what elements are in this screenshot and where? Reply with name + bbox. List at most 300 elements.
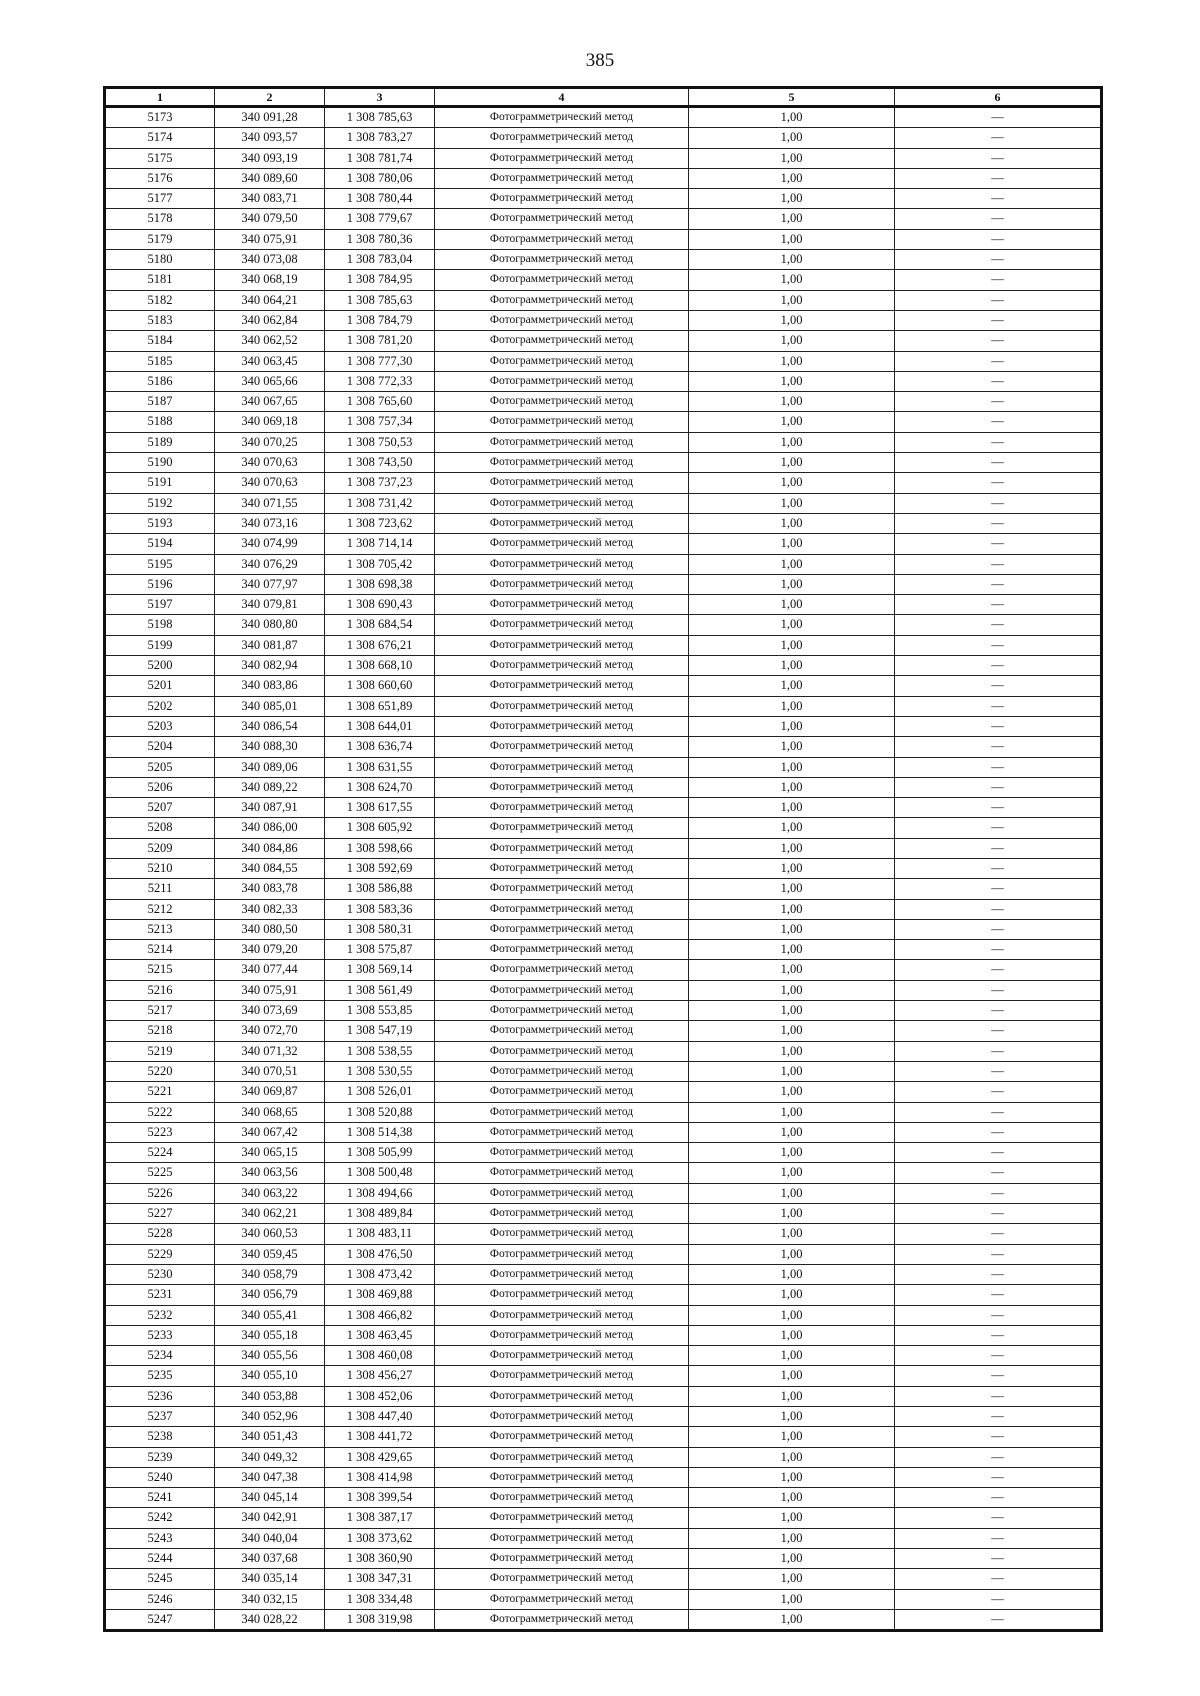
accuracy-cell: 1,00 bbox=[689, 1488, 895, 1508]
method-cell: Фотограмметрический метод bbox=[435, 1508, 689, 1528]
y-coordinate-cell: 1 308 783,27 bbox=[325, 128, 435, 148]
note-cell: — bbox=[895, 229, 1102, 249]
y-coordinate-cell: 1 308 636,74 bbox=[325, 737, 435, 757]
x-coordinate-cell: 340 086,54 bbox=[215, 716, 325, 736]
method-cell: Фотограмметрический метод bbox=[435, 1305, 689, 1325]
accuracy-cell: 1,00 bbox=[689, 1204, 895, 1224]
point-number-cell: 5214 bbox=[105, 940, 215, 960]
accuracy-cell: 1,00 bbox=[689, 676, 895, 696]
method-cell: Фотограмметрический метод bbox=[435, 209, 689, 229]
y-coordinate-cell: 1 308 530,55 bbox=[325, 1061, 435, 1081]
method-cell: Фотограмметрический метод bbox=[435, 534, 689, 554]
table-row bbox=[105, 1609, 1102, 1630]
note-cell: — bbox=[895, 1041, 1102, 1061]
point-number-cell: 5234 bbox=[105, 1346, 215, 1366]
accuracy-cell: 1,00 bbox=[689, 453, 895, 473]
accuracy-cell: 1,00 bbox=[689, 493, 895, 513]
note-cell: — bbox=[895, 757, 1102, 777]
table-row bbox=[105, 940, 1102, 960]
table-row bbox=[105, 534, 1102, 554]
method-cell: Фотограмметрический метод bbox=[435, 168, 689, 188]
accuracy-cell: 1,00 bbox=[689, 1082, 895, 1102]
table-row bbox=[105, 635, 1102, 655]
x-coordinate-cell: 340 042,91 bbox=[215, 1508, 325, 1528]
note-cell: — bbox=[895, 1407, 1102, 1427]
table-row bbox=[105, 1467, 1102, 1487]
accuracy-cell: 1,00 bbox=[689, 1528, 895, 1548]
note-cell: — bbox=[895, 513, 1102, 533]
point-number-cell: 5179 bbox=[105, 229, 215, 249]
point-number-cell: 5195 bbox=[105, 554, 215, 574]
method-cell: Фотограмметрический метод bbox=[435, 1427, 689, 1447]
method-cell: Фотограмметрический метод bbox=[435, 107, 689, 128]
accuracy-cell: 1,00 bbox=[689, 1366, 895, 1386]
method-cell: Фотограмметрический метод bbox=[435, 1082, 689, 1102]
method-cell: Фотограмметрический метод bbox=[435, 635, 689, 655]
x-coordinate-cell: 340 087,91 bbox=[215, 798, 325, 818]
note-cell: — bbox=[895, 656, 1102, 676]
point-number-cell: 5226 bbox=[105, 1183, 215, 1203]
x-coordinate-cell: 340 070,63 bbox=[215, 473, 325, 493]
note-cell: — bbox=[895, 1569, 1102, 1589]
method-cell: Фотограмметрический метод bbox=[435, 980, 689, 1000]
point-number-cell: 5225 bbox=[105, 1163, 215, 1183]
accuracy-cell: 1,00 bbox=[689, 635, 895, 655]
note-cell: — bbox=[895, 798, 1102, 818]
x-coordinate-cell: 340 072,70 bbox=[215, 1021, 325, 1041]
note-cell: — bbox=[895, 960, 1102, 980]
point-number-cell: 5241 bbox=[105, 1488, 215, 1508]
x-coordinate-cell: 340 068,19 bbox=[215, 270, 325, 290]
point-number-cell: 5244 bbox=[105, 1549, 215, 1569]
method-cell: Фотограмметрический метод bbox=[435, 595, 689, 615]
y-coordinate-cell: 1 308 575,87 bbox=[325, 940, 435, 960]
y-coordinate-cell: 1 308 780,36 bbox=[325, 229, 435, 249]
x-coordinate-cell: 340 082,33 bbox=[215, 899, 325, 919]
note-cell: — bbox=[895, 453, 1102, 473]
accuracy-cell: 1,00 bbox=[689, 432, 895, 452]
method-cell: Фотограмметрический метод bbox=[435, 310, 689, 330]
note-cell: — bbox=[895, 554, 1102, 574]
y-coordinate-cell: 1 308 698,38 bbox=[325, 574, 435, 594]
point-number-cell: 5202 bbox=[105, 696, 215, 716]
x-coordinate-cell: 340 063,56 bbox=[215, 1163, 325, 1183]
y-coordinate-cell: 1 308 781,74 bbox=[325, 148, 435, 168]
y-coordinate-cell: 1 308 624,70 bbox=[325, 777, 435, 797]
note-cell: — bbox=[895, 838, 1102, 858]
x-coordinate-cell: 340 068,65 bbox=[215, 1102, 325, 1122]
accuracy-cell: 1,00 bbox=[689, 473, 895, 493]
method-cell: Фотограмметрический метод bbox=[435, 371, 689, 391]
x-coordinate-cell: 340 079,20 bbox=[215, 940, 325, 960]
table-row bbox=[105, 838, 1102, 858]
note-cell: — bbox=[895, 1285, 1102, 1305]
table-row bbox=[105, 331, 1102, 351]
point-number-cell: 5183 bbox=[105, 310, 215, 330]
table-row bbox=[105, 513, 1102, 533]
point-number-cell: 5235 bbox=[105, 1366, 215, 1386]
point-number-cell: 5238 bbox=[105, 1427, 215, 1447]
method-cell: Фотограмметрический метод bbox=[435, 777, 689, 797]
table-row bbox=[105, 1163, 1102, 1183]
y-coordinate-cell: 1 308 494,66 bbox=[325, 1183, 435, 1203]
table-row bbox=[105, 1082, 1102, 1102]
note-cell: — bbox=[895, 940, 1102, 960]
accuracy-cell: 1,00 bbox=[689, 798, 895, 818]
table-row bbox=[105, 1366, 1102, 1386]
accuracy-cell: 1,00 bbox=[689, 1447, 895, 1467]
x-coordinate-cell: 340 037,68 bbox=[215, 1549, 325, 1569]
method-cell: Фотограмметрический метод bbox=[435, 1386, 689, 1406]
table-row bbox=[105, 960, 1102, 980]
point-number-cell: 5236 bbox=[105, 1386, 215, 1406]
accuracy-cell: 1,00 bbox=[689, 960, 895, 980]
point-number-cell: 5243 bbox=[105, 1528, 215, 1548]
table-row bbox=[105, 1508, 1102, 1528]
point-number-cell: 5209 bbox=[105, 838, 215, 858]
y-coordinate-cell: 1 308 452,06 bbox=[325, 1386, 435, 1406]
x-coordinate-cell: 340 063,45 bbox=[215, 351, 325, 371]
method-cell: Фотограмметрический метод bbox=[435, 716, 689, 736]
point-number-cell: 5204 bbox=[105, 737, 215, 757]
x-coordinate-cell: 340 089,60 bbox=[215, 168, 325, 188]
point-number-cell: 5221 bbox=[105, 1082, 215, 1102]
table-row bbox=[105, 189, 1102, 209]
table-row bbox=[105, 1264, 1102, 1284]
column-header-6: 6 bbox=[895, 88, 1102, 107]
accuracy-cell: 1,00 bbox=[689, 1549, 895, 1569]
accuracy-cell: 1,00 bbox=[689, 737, 895, 757]
x-coordinate-cell: 340 080,50 bbox=[215, 919, 325, 939]
method-cell: Фотограмметрический метод bbox=[435, 1041, 689, 1061]
method-cell: Фотограмметрический метод bbox=[435, 250, 689, 270]
point-number-cell: 5247 bbox=[105, 1609, 215, 1630]
method-cell: Фотограмметрический метод bbox=[435, 1244, 689, 1264]
table-row bbox=[105, 980, 1102, 1000]
point-number-cell: 5199 bbox=[105, 635, 215, 655]
accuracy-cell: 1,00 bbox=[689, 696, 895, 716]
x-coordinate-cell: 340 032,15 bbox=[215, 1589, 325, 1609]
accuracy-cell: 1,00 bbox=[689, 1041, 895, 1061]
point-number-cell: 5205 bbox=[105, 757, 215, 777]
point-number-cell: 5210 bbox=[105, 858, 215, 878]
note-cell: — bbox=[895, 209, 1102, 229]
x-coordinate-cell: 340 070,63 bbox=[215, 453, 325, 473]
x-coordinate-cell: 340 077,97 bbox=[215, 574, 325, 594]
method-cell: Фотограмметрический метод bbox=[435, 1224, 689, 1244]
x-coordinate-cell: 340 047,38 bbox=[215, 1467, 325, 1487]
point-number-cell: 5178 bbox=[105, 209, 215, 229]
x-coordinate-cell: 340 045,14 bbox=[215, 1488, 325, 1508]
y-coordinate-cell: 1 308 785,63 bbox=[325, 290, 435, 310]
x-coordinate-cell: 340 073,69 bbox=[215, 1001, 325, 1021]
table-row bbox=[105, 1224, 1102, 1244]
accuracy-cell: 1,00 bbox=[689, 1163, 895, 1183]
point-number-cell: 5216 bbox=[105, 980, 215, 1000]
x-coordinate-cell: 340 079,81 bbox=[215, 595, 325, 615]
x-coordinate-cell: 340 071,55 bbox=[215, 493, 325, 513]
table-row bbox=[105, 392, 1102, 412]
x-coordinate-cell: 340 073,08 bbox=[215, 250, 325, 270]
point-number-cell: 5188 bbox=[105, 412, 215, 432]
note-cell: — bbox=[895, 615, 1102, 635]
point-number-cell: 5182 bbox=[105, 290, 215, 310]
table-row bbox=[105, 737, 1102, 757]
method-cell: Фотограмметрический метод bbox=[435, 1488, 689, 1508]
point-number-cell: 5231 bbox=[105, 1285, 215, 1305]
x-coordinate-cell: 340 089,22 bbox=[215, 777, 325, 797]
y-coordinate-cell: 1 308 617,55 bbox=[325, 798, 435, 818]
table-row bbox=[105, 818, 1102, 838]
point-number-cell: 5203 bbox=[105, 716, 215, 736]
table-row bbox=[105, 656, 1102, 676]
note-cell: — bbox=[895, 1244, 1102, 1264]
method-cell: Фотограмметрический метод bbox=[435, 1264, 689, 1284]
x-coordinate-cell: 340 071,32 bbox=[215, 1041, 325, 1061]
table-row bbox=[105, 1488, 1102, 1508]
point-number-cell: 5220 bbox=[105, 1061, 215, 1081]
table-row bbox=[105, 473, 1102, 493]
method-cell: Фотограмметрический метод bbox=[435, 696, 689, 716]
table-row bbox=[105, 1346, 1102, 1366]
accuracy-cell: 1,00 bbox=[689, 250, 895, 270]
table-row bbox=[105, 270, 1102, 290]
accuracy-cell: 1,00 bbox=[689, 1427, 895, 1447]
method-cell: Фотограмметрический метод bbox=[435, 676, 689, 696]
y-coordinate-cell: 1 308 463,45 bbox=[325, 1325, 435, 1345]
accuracy-cell: 1,00 bbox=[689, 899, 895, 919]
point-number-cell: 5176 bbox=[105, 168, 215, 188]
x-coordinate-cell: 340 084,86 bbox=[215, 838, 325, 858]
note-cell: — bbox=[895, 1305, 1102, 1325]
y-coordinate-cell: 1 308 447,40 bbox=[325, 1407, 435, 1427]
point-number-cell: 5224 bbox=[105, 1143, 215, 1163]
y-coordinate-cell: 1 308 777,30 bbox=[325, 351, 435, 371]
note-cell: — bbox=[895, 818, 1102, 838]
accuracy-cell: 1,00 bbox=[689, 1224, 895, 1244]
point-number-cell: 5230 bbox=[105, 1264, 215, 1284]
x-coordinate-cell: 340 052,96 bbox=[215, 1407, 325, 1427]
table-row bbox=[105, 595, 1102, 615]
y-coordinate-cell: 1 308 631,55 bbox=[325, 757, 435, 777]
y-coordinate-cell: 1 308 780,06 bbox=[325, 168, 435, 188]
method-cell: Фотограмметрический метод bbox=[435, 838, 689, 858]
accuracy-cell: 1,00 bbox=[689, 716, 895, 736]
note-cell: — bbox=[895, 635, 1102, 655]
x-coordinate-cell: 340 062,84 bbox=[215, 310, 325, 330]
method-cell: Фотограмметрический метод bbox=[435, 493, 689, 513]
table-row bbox=[105, 229, 1102, 249]
table-row bbox=[105, 351, 1102, 371]
table-row bbox=[105, 1122, 1102, 1142]
table-row bbox=[105, 1061, 1102, 1081]
y-coordinate-cell: 1 308 784,95 bbox=[325, 270, 435, 290]
x-coordinate-cell: 340 073,16 bbox=[215, 513, 325, 533]
method-cell: Фотограмметрический метод bbox=[435, 1467, 689, 1487]
note-cell: — bbox=[895, 1001, 1102, 1021]
y-coordinate-cell: 1 308 319,98 bbox=[325, 1609, 435, 1630]
method-cell: Фотограмметрический метод bbox=[435, 148, 689, 168]
y-coordinate-cell: 1 308 476,50 bbox=[325, 1244, 435, 1264]
table-row bbox=[105, 1325, 1102, 1345]
accuracy-cell: 1,00 bbox=[689, 656, 895, 676]
y-coordinate-cell: 1 308 387,17 bbox=[325, 1508, 435, 1528]
y-coordinate-cell: 1 308 547,19 bbox=[325, 1021, 435, 1041]
point-number-cell: 5219 bbox=[105, 1041, 215, 1061]
note-cell: — bbox=[895, 128, 1102, 148]
y-coordinate-cell: 1 308 605,92 bbox=[325, 818, 435, 838]
y-coordinate-cell: 1 308 553,85 bbox=[325, 1001, 435, 1021]
coordinates-table bbox=[103, 86, 1103, 1632]
point-number-cell: 5208 bbox=[105, 818, 215, 838]
point-number-cell: 5207 bbox=[105, 798, 215, 818]
point-number-cell: 5173 bbox=[105, 107, 215, 128]
y-coordinate-cell: 1 308 520,88 bbox=[325, 1102, 435, 1122]
method-cell: Фотограмметрический метод bbox=[435, 453, 689, 473]
table-row bbox=[105, 371, 1102, 391]
accuracy-cell: 1,00 bbox=[689, 1244, 895, 1264]
accuracy-cell: 1,00 bbox=[689, 554, 895, 574]
method-cell: Фотограмметрический метод bbox=[435, 290, 689, 310]
accuracy-cell: 1,00 bbox=[689, 1609, 895, 1630]
x-coordinate-cell: 340 074,99 bbox=[215, 534, 325, 554]
accuracy-cell: 1,00 bbox=[689, 1285, 895, 1305]
note-cell: — bbox=[895, 189, 1102, 209]
method-cell: Фотограмметрический метод bbox=[435, 757, 689, 777]
column-header-1: 1 bbox=[105, 88, 215, 107]
table-row bbox=[105, 1549, 1102, 1569]
table-row bbox=[105, 858, 1102, 878]
note-cell: — bbox=[895, 1447, 1102, 1467]
table-row bbox=[105, 209, 1102, 229]
accuracy-cell: 1,00 bbox=[689, 757, 895, 777]
table-row bbox=[105, 1305, 1102, 1325]
point-number-cell: 5228 bbox=[105, 1224, 215, 1244]
note-cell: — bbox=[895, 493, 1102, 513]
point-number-cell: 5184 bbox=[105, 331, 215, 351]
table-row bbox=[105, 1589, 1102, 1609]
accuracy-cell: 1,00 bbox=[689, 209, 895, 229]
x-coordinate-cell: 340 065,66 bbox=[215, 371, 325, 391]
point-number-cell: 5229 bbox=[105, 1244, 215, 1264]
method-cell: Фотограмметрический метод bbox=[435, 432, 689, 452]
table-row bbox=[105, 1204, 1102, 1224]
note-cell: — bbox=[895, 168, 1102, 188]
x-coordinate-cell: 340 060,53 bbox=[215, 1224, 325, 1244]
table-row bbox=[105, 1407, 1102, 1427]
note-cell: — bbox=[895, 716, 1102, 736]
y-coordinate-cell: 1 308 466,82 bbox=[325, 1305, 435, 1325]
y-coordinate-cell: 1 308 598,66 bbox=[325, 838, 435, 858]
x-coordinate-cell: 340 093,19 bbox=[215, 148, 325, 168]
x-coordinate-cell: 340 088,30 bbox=[215, 737, 325, 757]
note-cell: — bbox=[895, 1325, 1102, 1345]
accuracy-cell: 1,00 bbox=[689, 1386, 895, 1406]
note-cell: — bbox=[895, 1061, 1102, 1081]
y-coordinate-cell: 1 308 684,54 bbox=[325, 615, 435, 635]
x-coordinate-cell: 340 053,88 bbox=[215, 1386, 325, 1406]
table-row bbox=[105, 493, 1102, 513]
y-coordinate-cell: 1 308 429,65 bbox=[325, 1447, 435, 1467]
x-coordinate-cell: 340 069,87 bbox=[215, 1082, 325, 1102]
method-cell: Фотограмметрический метод bbox=[435, 919, 689, 939]
point-number-cell: 5198 bbox=[105, 615, 215, 635]
method-cell: Фотограмметрический метод bbox=[435, 1366, 689, 1386]
y-coordinate-cell: 1 308 784,79 bbox=[325, 310, 435, 330]
point-number-cell: 5177 bbox=[105, 189, 215, 209]
table-row bbox=[105, 310, 1102, 330]
note-cell: — bbox=[895, 1609, 1102, 1630]
table-row bbox=[105, 453, 1102, 473]
method-cell: Фотограмметрический метод bbox=[435, 392, 689, 412]
note-cell: — bbox=[895, 777, 1102, 797]
point-number-cell: 5174 bbox=[105, 128, 215, 148]
point-number-cell: 5187 bbox=[105, 392, 215, 412]
y-coordinate-cell: 1 308 373,62 bbox=[325, 1528, 435, 1548]
method-cell: Фотограмметрический метод bbox=[435, 1407, 689, 1427]
table-row bbox=[105, 919, 1102, 939]
y-coordinate-cell: 1 308 772,33 bbox=[325, 371, 435, 391]
x-coordinate-cell: 340 080,80 bbox=[215, 615, 325, 635]
header-row bbox=[105, 88, 1102, 107]
note-cell: — bbox=[895, 270, 1102, 290]
method-cell: Фотограмметрический метод bbox=[435, 737, 689, 757]
x-coordinate-cell: 340 049,32 bbox=[215, 1447, 325, 1467]
table-row bbox=[105, 148, 1102, 168]
table-row bbox=[105, 1285, 1102, 1305]
accuracy-cell: 1,00 bbox=[689, 107, 895, 128]
page-number: 385 bbox=[585, 50, 615, 71]
y-coordinate-cell: 1 308 705,42 bbox=[325, 554, 435, 574]
y-coordinate-cell: 1 308 334,48 bbox=[325, 1589, 435, 1609]
accuracy-cell: 1,00 bbox=[689, 1305, 895, 1325]
note-cell: — bbox=[895, 1204, 1102, 1224]
note-cell: — bbox=[895, 1528, 1102, 1548]
method-cell: Фотограмметрический метод bbox=[435, 412, 689, 432]
accuracy-cell: 1,00 bbox=[689, 371, 895, 391]
point-number-cell: 5215 bbox=[105, 960, 215, 980]
method-cell: Фотограмметрический метод bbox=[435, 351, 689, 371]
accuracy-cell: 1,00 bbox=[689, 392, 895, 412]
note-cell: — bbox=[895, 919, 1102, 939]
y-coordinate-cell: 1 308 779,67 bbox=[325, 209, 435, 229]
table-row bbox=[105, 777, 1102, 797]
accuracy-cell: 1,00 bbox=[689, 412, 895, 432]
table-row bbox=[105, 757, 1102, 777]
y-coordinate-cell: 1 308 538,55 bbox=[325, 1041, 435, 1061]
note-cell: — bbox=[895, 310, 1102, 330]
table-row bbox=[105, 250, 1102, 270]
y-coordinate-cell: 1 308 586,88 bbox=[325, 879, 435, 899]
point-number-cell: 5213 bbox=[105, 919, 215, 939]
note-cell: — bbox=[895, 1467, 1102, 1487]
x-coordinate-cell: 340 081,87 bbox=[215, 635, 325, 655]
accuracy-cell: 1,00 bbox=[689, 351, 895, 371]
note-cell: — bbox=[895, 737, 1102, 757]
point-number-cell: 5223 bbox=[105, 1122, 215, 1142]
x-coordinate-cell: 340 059,45 bbox=[215, 1244, 325, 1264]
table-row bbox=[105, 554, 1102, 574]
method-cell: Фотограмметрический метод bbox=[435, 858, 689, 878]
note-cell: — bbox=[895, 290, 1102, 310]
y-coordinate-cell: 1 308 473,42 bbox=[325, 1264, 435, 1284]
table-row bbox=[105, 168, 1102, 188]
method-cell: Фотограмметрический метод bbox=[435, 940, 689, 960]
note-cell: — bbox=[895, 250, 1102, 270]
y-coordinate-cell: 1 308 500,48 bbox=[325, 1163, 435, 1183]
y-coordinate-cell: 1 308 783,04 bbox=[325, 250, 435, 270]
y-coordinate-cell: 1 308 569,14 bbox=[325, 960, 435, 980]
